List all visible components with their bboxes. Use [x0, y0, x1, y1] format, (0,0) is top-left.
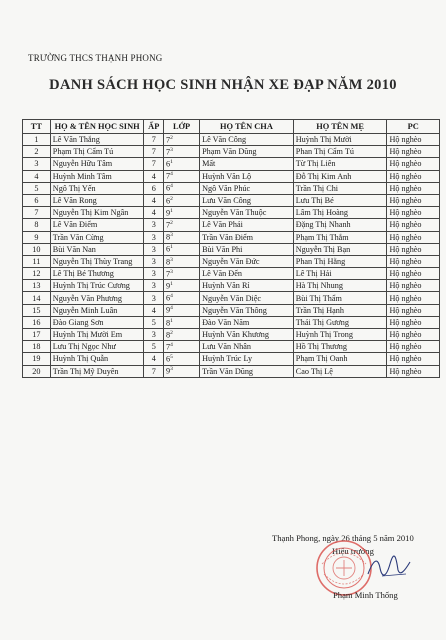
row-number: 17	[23, 329, 51, 341]
class	[164, 243, 200, 255]
hamlet: 7	[144, 146, 164, 158]
class-section: 4	[170, 171, 173, 178]
row-number: 15	[23, 304, 51, 316]
mother-name: Phạm Thị Oanh	[293, 353, 387, 365]
class-grade: 7	[166, 135, 171, 145]
class-grade: 6	[166, 245, 171, 255]
header-hamlet: ẤP	[144, 120, 164, 134]
student-name: Đào Giang Sơn	[50, 316, 144, 328]
mother-name: Trần Thị Chi	[293, 182, 387, 194]
table-row	[23, 219, 440, 231]
hamlet: 5	[144, 341, 164, 353]
father-name: Trần Văn Dũng	[200, 365, 294, 377]
row-number: 19	[23, 353, 51, 365]
header-student-name: HỌ & TÊN HỌC SINH	[50, 120, 144, 134]
category: Hộ nghèo	[387, 158, 440, 170]
class-grade: 6	[166, 196, 171, 206]
student-name: Trần Thị Mỹ Duyên	[50, 365, 144, 377]
class	[164, 280, 200, 292]
category: Hộ nghèo	[387, 329, 440, 341]
row-number: 12	[23, 268, 51, 280]
mother-name: Huỳnh Thị Mười	[293, 134, 387, 146]
mother-name: Từ Thị Liên	[293, 158, 387, 170]
category: Hộ nghèo	[387, 182, 440, 194]
mother-name: Nguyễn Thị Bạn	[293, 243, 387, 255]
category: Hộ nghèo	[387, 280, 440, 292]
class-section: 3	[170, 256, 173, 263]
father-name: Huỳnh Trúc Ly	[200, 353, 294, 365]
student-name: Nguyễn Hữu Tâm	[50, 158, 144, 170]
class	[164, 134, 200, 146]
father-name: Huỳnh Văn Khương	[200, 329, 294, 341]
student-name: Nguyễn Minh Luân	[50, 304, 144, 316]
category: Hộ nghèo	[387, 243, 440, 255]
hamlet: 3	[144, 292, 164, 304]
student-name: Lưu Thị Ngọc Như	[50, 341, 144, 353]
signer-name: Phạm Minh Thống	[333, 590, 398, 600]
header-father: HỌ TÊN CHA	[200, 120, 294, 134]
row-number: 13	[23, 280, 51, 292]
category: Hộ nghèo	[387, 146, 440, 158]
hamlet: 3	[144, 268, 164, 280]
class-grade: 9	[166, 208, 171, 218]
table-row	[23, 316, 440, 328]
category: Hộ nghèo	[387, 268, 440, 280]
row-number: 14	[23, 292, 51, 304]
category: Hộ nghèo	[387, 170, 440, 182]
class	[164, 255, 200, 267]
table-row	[23, 146, 440, 158]
table-row	[23, 170, 440, 182]
hamlet: 3	[144, 219, 164, 231]
father-name: Bùi Văn Phi	[200, 243, 294, 255]
row-number: 6	[23, 194, 51, 206]
class-section: 1	[170, 244, 173, 251]
father-name: Lê Văn Đến	[200, 268, 294, 280]
student-name: Huỳnh Thị Trúc Cương	[50, 280, 144, 292]
student-name: Lê Văn Rong	[50, 194, 144, 206]
class-section: 1	[170, 317, 173, 324]
table-row	[23, 365, 440, 377]
class-section: 3	[170, 268, 173, 275]
row-number: 3	[23, 158, 51, 170]
class-grade: 8	[166, 318, 171, 328]
class-grade: 6	[166, 184, 171, 194]
mother-name: Phan Thị Hằng	[293, 255, 387, 267]
class-grade: 6	[166, 159, 171, 169]
row-number: 4	[23, 170, 51, 182]
class	[164, 219, 200, 231]
class-section: 4	[170, 293, 173, 300]
mother-name: Lê Thị Hải	[293, 268, 387, 280]
class	[164, 194, 200, 206]
table-row	[23, 255, 440, 267]
class-section: 3	[170, 366, 173, 373]
class	[164, 365, 200, 377]
father-name: Nguyễn Văn Thông	[200, 304, 294, 316]
table-row	[23, 341, 440, 353]
category: Hộ nghèo	[387, 292, 440, 304]
header-mother: HỌ TÊN MẸ	[293, 120, 387, 134]
row-number: 8	[23, 219, 51, 231]
class-section: 2	[170, 134, 173, 141]
father-name: Ngô Văn Phúc	[200, 182, 294, 194]
mother-name: Lưu Thị Bé	[293, 194, 387, 206]
father-name: Mất	[200, 158, 294, 170]
student-name: Ngô Thị Yến	[50, 182, 144, 194]
category: Hộ nghèo	[387, 231, 440, 243]
hamlet: 3	[144, 280, 164, 292]
signature-date: Thạnh Phong, ngày 26 tháng 5 năm 2010	[272, 533, 414, 543]
class-section: 1	[170, 159, 173, 166]
table-row	[23, 304, 440, 316]
table-row	[23, 182, 440, 194]
mother-name: Phan Thị Cẩm Tú	[293, 146, 387, 158]
class-grade: 8	[166, 257, 171, 267]
row-number: 2	[23, 146, 51, 158]
row-number: 18	[23, 341, 51, 353]
header-class: LỚP	[164, 120, 200, 134]
class-grade: 8	[166, 330, 171, 340]
class	[164, 231, 200, 243]
class-grade: 9	[166, 367, 171, 377]
document-title: DANH SÁCH HỌC SINH NHẬN XE ĐẠP NĂM 2010	[49, 77, 397, 93]
student-name: Huỳnh Thị Mười Em	[50, 329, 144, 341]
class-section: 2	[170, 220, 173, 227]
table-header-row	[23, 120, 440, 134]
class	[164, 158, 200, 170]
table-row	[23, 292, 440, 304]
hamlet: 4	[144, 194, 164, 206]
class-section: 4	[170, 183, 173, 190]
class-grade: 7	[166, 220, 171, 230]
row-number: 16	[23, 316, 51, 328]
student-name: Bùi Văn Nan	[50, 243, 144, 255]
father-name: Huỳnh Văn Lộ	[200, 170, 294, 182]
father-name: Phạm Văn Dũng	[200, 146, 294, 158]
category: Hộ nghèo	[387, 134, 440, 146]
hamlet: 4	[144, 353, 164, 365]
class-grade: 7	[166, 342, 171, 352]
table-row	[23, 194, 440, 206]
class-section: 3	[170, 232, 173, 239]
student-name: Nguyễn Thị Kim Ngân	[50, 207, 144, 219]
category: Hộ nghèo	[387, 219, 440, 231]
class	[164, 316, 200, 328]
mother-name: Bùi Thị Thẩm	[293, 292, 387, 304]
handwritten-signature	[366, 554, 412, 580]
mother-name: Phạm Thị Thắm	[293, 231, 387, 243]
class	[164, 329, 200, 341]
mother-name: Hà Thị Nhung	[293, 280, 387, 292]
mother-name: Lâm Thị Hoàng	[293, 207, 387, 219]
table-row	[23, 134, 440, 146]
row-number: 10	[23, 243, 51, 255]
hamlet: 3	[144, 329, 164, 341]
class-grade: 9	[166, 281, 171, 291]
category: Hộ nghèo	[387, 353, 440, 365]
hamlet: 4	[144, 170, 164, 182]
mother-name: Thái Thị Gương	[293, 316, 387, 328]
table-row	[23, 231, 440, 243]
father-name: Nguyễn Văn Diệc	[200, 292, 294, 304]
class-section: 1	[170, 207, 173, 214]
hamlet: 4	[144, 304, 164, 316]
class-grade: 6	[166, 293, 171, 303]
class-grade: 8	[166, 232, 171, 242]
father-name: Lê Văn Công	[200, 134, 294, 146]
header-pc: PC	[387, 120, 440, 134]
official-stamp	[314, 538, 374, 598]
table-row	[23, 329, 440, 341]
table-row	[23, 268, 440, 280]
table-body	[23, 134, 440, 378]
mother-name: Hồ Thị Thương	[293, 341, 387, 353]
mother-name: Đặng Thị Nhanh	[293, 219, 387, 231]
class	[164, 304, 200, 316]
class	[164, 170, 200, 182]
student-name: Huỳnh Minh Tâm	[50, 170, 144, 182]
row-number: 9	[23, 231, 51, 243]
table-row	[23, 243, 440, 255]
school-name: TRƯỜNG THCS THẠNH PHONG	[28, 53, 163, 63]
student-name: Phạm Thị Cẩm Tú	[50, 146, 144, 158]
class	[164, 207, 200, 219]
class-grade: 7	[166, 172, 171, 182]
student-table	[22, 119, 440, 378]
hamlet: 7	[144, 365, 164, 377]
class-grade: 7	[166, 269, 171, 279]
father-name: Lưu Văn Công	[200, 194, 294, 206]
class-grade: 7	[166, 147, 171, 157]
student-name: Nguyễn Văn Phương	[50, 292, 144, 304]
student-name: Trần Văn Cừng	[50, 231, 144, 243]
mother-name: Đỗ Thị Kim Anh	[293, 170, 387, 182]
row-number: 7	[23, 207, 51, 219]
table-row	[23, 158, 440, 170]
category: Hộ nghèo	[387, 341, 440, 353]
hamlet: 3	[144, 255, 164, 267]
category: Hộ nghèo	[387, 304, 440, 316]
row-number: 1	[23, 134, 51, 146]
father-name: Huỳnh Văn Rỉ	[200, 280, 294, 292]
table-row	[23, 353, 440, 365]
hamlet: 7	[144, 134, 164, 146]
hamlet: 7	[144, 158, 164, 170]
father-name: Nguyễn Văn Đức	[200, 255, 294, 267]
mother-name: Huỳnh Thị Trong	[293, 329, 387, 341]
student-name: Lê Thị Bé Thương	[50, 268, 144, 280]
father-name: Nguyễn Văn Thuộc	[200, 207, 294, 219]
row-number: 11	[23, 255, 51, 267]
class-section: 2	[170, 329, 173, 336]
mother-name: Cao Thị Lệ	[293, 365, 387, 377]
class-grade: 6	[166, 354, 171, 364]
table-row	[23, 207, 440, 219]
hamlet: 5	[144, 316, 164, 328]
mother-name: Trần Thị Hạnh	[293, 304, 387, 316]
signature-role: Hiệu trưởng	[332, 546, 374, 556]
father-name: Trần Văn Điểm	[200, 231, 294, 243]
class	[164, 268, 200, 280]
class-section: 2	[170, 195, 173, 202]
class-section: 4	[170, 305, 173, 312]
student-name: Lê Văn Thắng	[50, 134, 144, 146]
class-section: 5	[170, 354, 173, 361]
class	[164, 292, 200, 304]
hamlet: 6	[144, 182, 164, 194]
category: Hộ nghèo	[387, 194, 440, 206]
category: Hộ nghèo	[387, 365, 440, 377]
father-name: Lê Văn Phải	[200, 219, 294, 231]
student-name: Lê Văn Điểm	[50, 219, 144, 231]
category: Hộ nghèo	[387, 316, 440, 328]
father-name: Lưu Văn Nhân	[200, 341, 294, 353]
class-section: 3	[170, 146, 173, 153]
class-section: 4	[170, 341, 173, 348]
father-name: Đào Văn Năm	[200, 316, 294, 328]
student-name: Huỳnh Thị Quẫn	[50, 353, 144, 365]
header-tt: TT	[23, 120, 51, 134]
hamlet: 3	[144, 243, 164, 255]
row-number: 5	[23, 182, 51, 194]
class	[164, 182, 200, 194]
class-section: 1	[170, 280, 173, 287]
class	[164, 353, 200, 365]
row-number: 20	[23, 365, 51, 377]
class-grade: 9	[166, 306, 171, 316]
hamlet: 3	[144, 231, 164, 243]
student-name: Nguyễn Thị Thùy Trang	[50, 255, 144, 267]
class	[164, 146, 200, 158]
category: Hộ nghèo	[387, 207, 440, 219]
table-row	[23, 280, 440, 292]
class	[164, 341, 200, 353]
category: Hộ nghèo	[387, 255, 440, 267]
hamlet: 4	[144, 207, 164, 219]
